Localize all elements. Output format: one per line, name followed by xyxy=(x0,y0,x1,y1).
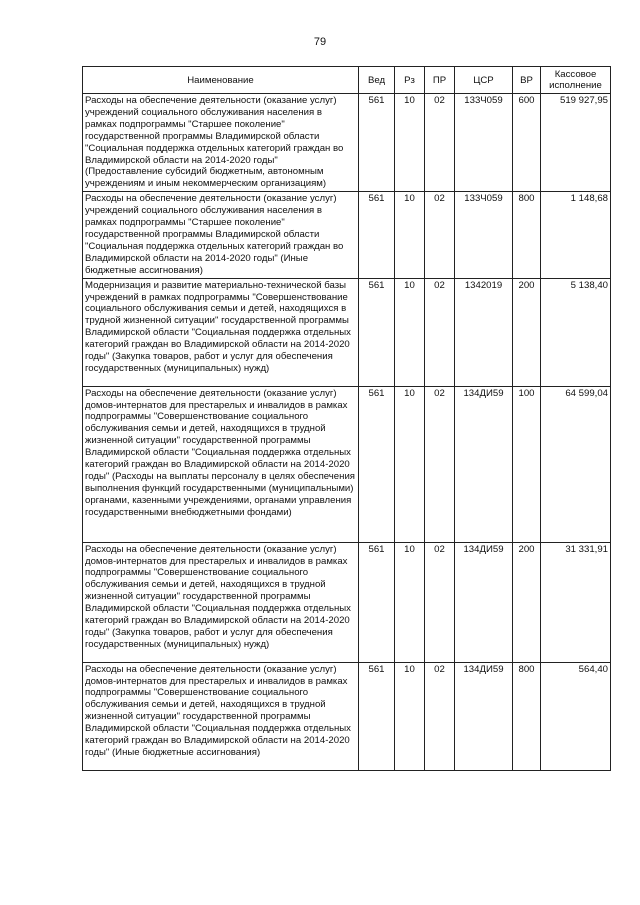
table-row xyxy=(83,94,611,192)
cell-pr: 02 xyxy=(425,192,455,278)
header-ved: Вед xyxy=(359,67,395,94)
cell-csr: 134ДИ59 xyxy=(455,542,513,662)
cell-name: Расходы на обеспечение деятельности (оказание услуг) домов-интернатов для престарелых и инвалидов в рамках подпрограммы "Совершенствование социального обслуживания семьи и детей, находящихся в трудной жизненной ситуации" государственной программы Владимирской области "Социальная поддержка отдельных категорий граждан во Владимирской области на 2014-2020 годы" (Закупка товаров, работ и услуг для обеспечения государственных (муниципальных) нужд) xyxy=(83,542,359,662)
cell-csr: 133Ч059 xyxy=(455,94,513,192)
cell-rz: 10 xyxy=(395,386,425,542)
cell-name: Расходы на обеспечение деятельности (оказание услуг) учреждений социального обслуживания населения в рамках подпрограммы "Старшее поколение" государственной программы Владимирской области "Социальная поддержка отдельных категорий граждан во Владимирской области на 2014-2020 годы" (Предоставление субсидий бюджетным, автономным учреждениям и иным некоммерческим организациям) xyxy=(83,94,359,192)
cell-vr: 600 xyxy=(513,94,541,192)
header-csr: ЦСР xyxy=(455,67,513,94)
cell-pr: 02 xyxy=(425,278,455,386)
cell-pr: 02 xyxy=(425,386,455,542)
cell-amount: 1 148,68 xyxy=(541,192,611,278)
cell-name: Расходы на обеспечение деятельности (оказание услуг) домов-интернатов для престарелых и инвалидов в рамках подпрограммы "Совершенствование социального обслуживания семьи и детей, находящихся в трудной жизненной ситуации" государственной программы Владимирской области "Социальная поддержка отдельных категорий граждан во Владимирской области на 2014-2020 годы" (Расходы на выплаты персоналу в целях обеспечения выполнения функций государственными (муниципальными) органами, казенными учреждениями, органами управления государственными внебюджетными фондами) xyxy=(83,386,359,542)
header-amount: Кассовое исполнение xyxy=(541,67,611,94)
cell-name: Модернизация и развитие материально-технической базы учреждений в рамках подпрограммы "Совершенствование социального обслуживания семьи и детей, находящихся в трудной жизненной ситуации" государственной программы Владимирской области "Социальная поддержка отдельных категорий граждан во Владимирской области на 2014-2020 годы" (Закупка товаров, работ и услуг для обеспечения государственных (муниципальных) нужд) xyxy=(83,278,359,386)
cell-vr: 800 xyxy=(513,192,541,278)
cell-amount: 519 927,95 xyxy=(541,94,611,192)
table-row xyxy=(83,192,611,278)
cell-ved: 561 xyxy=(359,662,395,770)
cell-ved: 561 xyxy=(359,386,395,542)
cell-vr: 200 xyxy=(513,278,541,386)
table-row xyxy=(83,662,611,770)
table-row xyxy=(83,542,611,662)
cell-amount: 64 599,04 xyxy=(541,386,611,542)
cell-rz: 10 xyxy=(395,192,425,278)
cell-vr: 100 xyxy=(513,386,541,542)
cell-pr: 02 xyxy=(425,94,455,192)
cell-ved: 561 xyxy=(359,278,395,386)
table-header-row xyxy=(83,67,611,94)
cell-rz: 10 xyxy=(395,278,425,386)
cell-amount: 564,40 xyxy=(541,662,611,770)
header-rz: Рз xyxy=(395,67,425,94)
header-pr: ПР xyxy=(425,67,455,94)
table-row xyxy=(83,278,611,386)
cell-vr: 800 xyxy=(513,662,541,770)
cell-vr: 200 xyxy=(513,542,541,662)
cell-amount: 5 138,40 xyxy=(541,278,611,386)
cell-ved: 561 xyxy=(359,94,395,192)
budget-table xyxy=(82,66,611,771)
cell-name: Расходы на обеспечение деятельности (оказание услуг) домов-интернатов для престарелых и инвалидов в рамках подпрограммы "Совершенствование социального обслуживания семьи и детей, находящихся в трудной жизненной ситуации" государственной программы Владимирской области "Социальная поддержка отдельных категорий граждан во Владимирской области на 2014-2020 годы" (Иные бюджетные ассигнования) xyxy=(83,662,359,770)
cell-csr: 1342019 xyxy=(455,278,513,386)
cell-csr: 133Ч059 xyxy=(455,192,513,278)
cell-rz: 10 xyxy=(395,94,425,192)
header-vr: ВР xyxy=(513,67,541,94)
cell-rz: 10 xyxy=(395,662,425,770)
header-name: Наименование xyxy=(83,67,359,94)
page-number: 79 xyxy=(313,36,327,48)
cell-csr: 134ДИ59 xyxy=(455,386,513,542)
cell-name: Расходы на обеспечение деятельности (оказание услуг) учреждений социального обслуживания населения в рамках подпрограммы "Старшее поколение" государственной программы Владимирской области "Социальная поддержка отдельных категорий граждан во Владимирской области на 2014-2020 годы" (Иные бюджетные ассигнования) xyxy=(83,192,359,278)
cell-csr: 134ДИ59 xyxy=(455,662,513,770)
cell-pr: 02 xyxy=(425,542,455,662)
cell-ved: 561 xyxy=(359,192,395,278)
cell-ved: 561 xyxy=(359,542,395,662)
table-row xyxy=(83,386,611,542)
cell-amount: 31 331,91 xyxy=(541,542,611,662)
cell-pr: 02 xyxy=(425,662,455,770)
cell-rz: 10 xyxy=(395,542,425,662)
